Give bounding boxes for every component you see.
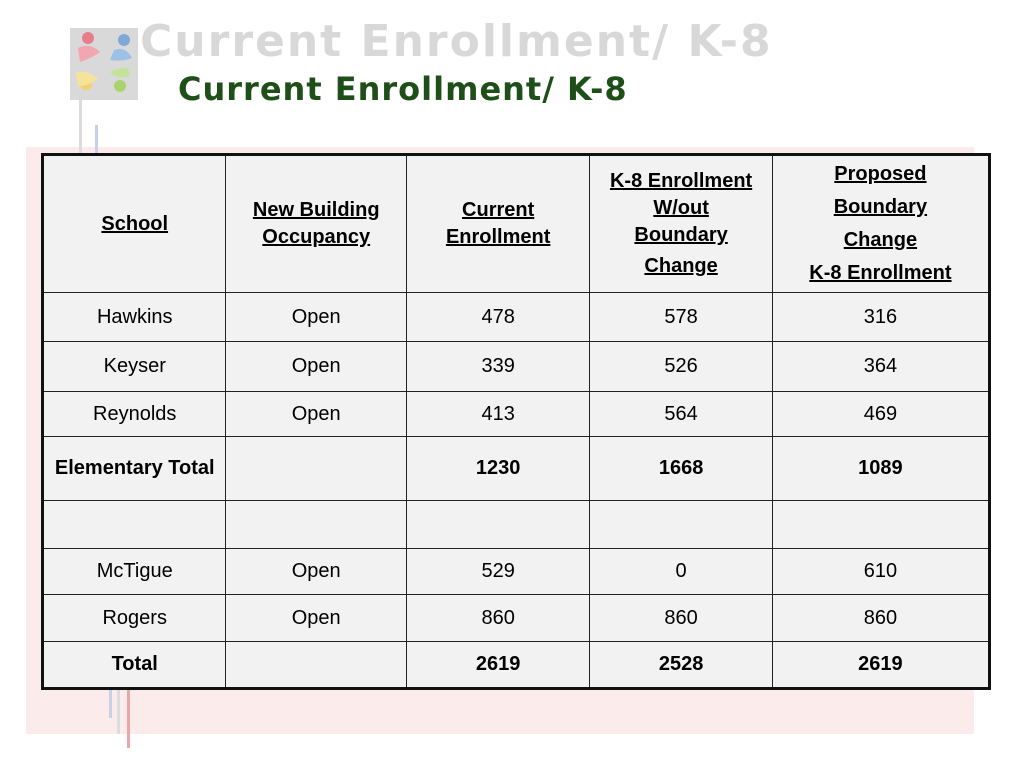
school-cell: Hawkins [43, 293, 226, 342]
table-row [43, 549, 990, 595]
current-enrollment-cell: 413 [406, 392, 589, 437]
occupancy-cell [226, 642, 406, 689]
school-cell: Total [43, 642, 226, 689]
school-cell: Keyser [43, 342, 226, 392]
enrollment-table [41, 153, 991, 690]
k8-without-change-cell: 564 [590, 392, 772, 437]
column-header-current-enrollment: Current Enrollment [406, 155, 589, 293]
current-enrollment-cell: 478 [406, 293, 589, 342]
decorative-line [117, 686, 120, 734]
table-header-row [43, 155, 990, 293]
table-row [43, 595, 990, 642]
k8-without-change-cell: 1668 [590, 437, 772, 501]
decorative-line [109, 686, 112, 718]
occupancy-cell [226, 501, 406, 549]
proposed-k8-cell: 364 [772, 342, 989, 392]
proposed-k8-cell: 2619 [772, 642, 989, 689]
school-cell: Elementary Total [43, 437, 226, 501]
current-enrollment-cell: 1230 [406, 437, 589, 501]
school-cell [43, 501, 226, 549]
people-logo-icon [70, 28, 138, 100]
table-row-total [43, 642, 990, 689]
proposed-k8-cell: 610 [772, 549, 989, 595]
occupancy-cell: Open [226, 342, 406, 392]
decorative-line [127, 686, 130, 748]
column-header-proposed-boundary-change: Proposed Boundary Change K-8 Enrollment [772, 155, 989, 293]
page-title: Current Enrollment/ K-8 [178, 70, 628, 108]
school-cell: McTigue [43, 549, 226, 595]
table-row [43, 342, 990, 392]
decorative-line [79, 100, 82, 160]
page-title-shadow: Current Enrollment/ K-8 [140, 16, 773, 67]
occupancy-cell: Open [226, 392, 406, 437]
column-header-school: School [43, 155, 226, 293]
k8-without-change-cell: 2528 [590, 642, 772, 689]
k8-without-change-cell: 578 [590, 293, 772, 342]
k8-without-change-cell [590, 501, 772, 549]
proposed-k8-cell [772, 501, 989, 549]
proposed-k8-cell: 860 [772, 595, 989, 642]
table-row [43, 392, 990, 437]
school-cell: Reynolds [43, 392, 226, 437]
column-header-new-building-occupancy: New Building Occupancy [226, 155, 406, 293]
current-enrollment-cell: 339 [406, 342, 589, 392]
occupancy-cell [226, 437, 406, 501]
k8-without-change-cell: 0 [590, 549, 772, 595]
current-enrollment-cell: 529 [406, 549, 589, 595]
k8-without-change-cell: 860 [590, 595, 772, 642]
current-enrollment-cell: 860 [406, 595, 589, 642]
current-enrollment-cell: 2619 [406, 642, 589, 689]
occupancy-cell: Open [226, 293, 406, 342]
occupancy-cell: Open [226, 549, 406, 595]
current-enrollment-cell [406, 501, 589, 549]
table-row-empty [43, 501, 990, 549]
proposed-k8-cell: 469 [772, 392, 989, 437]
k8-without-change-cell: 526 [590, 342, 772, 392]
school-cell: Rogers [43, 595, 226, 642]
occupancy-cell: Open [226, 595, 406, 642]
table-row [43, 293, 990, 342]
table-row-subtotal [43, 437, 990, 501]
column-header-k8-without-boundary-change: K-8 Enrollment W/out Boundary Change [590, 155, 772, 293]
proposed-k8-cell: 316 [772, 293, 989, 342]
proposed-k8-cell: 1089 [772, 437, 989, 501]
